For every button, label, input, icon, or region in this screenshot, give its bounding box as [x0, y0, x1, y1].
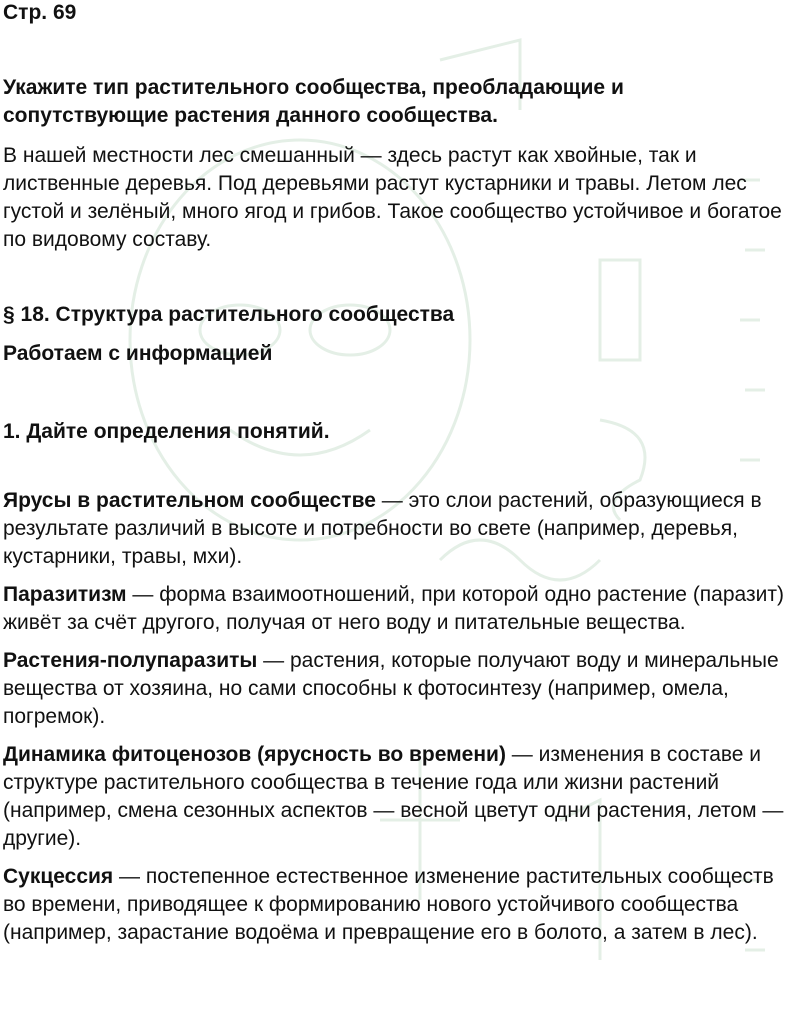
definition-item — [3, 863, 800, 947]
definition-text: — постепенное естественное изменение растительных сообществ во времени, приводящее к формированию нового устойчивого сообщества (например, зарастание водоёма и превращение его в болото, а затем в лес). — [3, 865, 774, 944]
question-answer: В нашей местности лес смешанный — здесь растут как хвойные, так и лиственные деревья. Под деревьями растут кустарники и травы. Летом лес густой и зелёный, много ягод и грибов. Такое сообщество устойчивое и богатое по видовому составу. — [3, 144, 782, 251]
definition-item — [3, 487, 800, 571]
definition-term: Растения-полупаразиты — [3, 649, 258, 672]
section-subtitle: Работаем с информацией — [3, 342, 273, 365]
definition-item — [3, 647, 800, 731]
definition-text: — изменения в составе и структуре растительного сообщества в течение года или жизни растений (например, смена сезонных аспектов — весной цветут одни растения, летом — другие). — [3, 743, 784, 850]
question-title: Укажите тип растительного сообщества, преобладающие и сопутствующие растения данного сообщества. — [3, 76, 624, 127]
definition-term: Ярусы в растительном сообществе — [3, 489, 376, 512]
definition-text: — растения, которые получают воду и минеральные вещества от хозяина, но сами способны к фотосинтезу (например, омела, погремок). — [3, 649, 779, 728]
definition-term: Динамика фитоценозов (ярусность во времени) — [3, 743, 506, 766]
definition-text: — форма взаимоотношений, при которой одно растение (паразит) живёт за счёт другого, получая от него воду и питательные вещества. — [3, 583, 784, 634]
page-number: Стр. 69 — [3, 1, 77, 24]
definition-term: Паразитизм — [3, 583, 127, 606]
definition-term: Сукцессия — [3, 865, 114, 888]
definition-item — [3, 741, 800, 853]
definitions-list — [3, 487, 800, 957]
definition-item — [3, 581, 800, 637]
definition-text: — это слои растений, образующиеся в результате различий в высоте и потребности во свете (например, деревья, кустарники, травы, мхи). — [3, 489, 762, 568]
task-title: 1. Дайте определения понятий. — [3, 420, 330, 443]
section-title: § 18. Структура растительного сообщества — [3, 303, 455, 326]
